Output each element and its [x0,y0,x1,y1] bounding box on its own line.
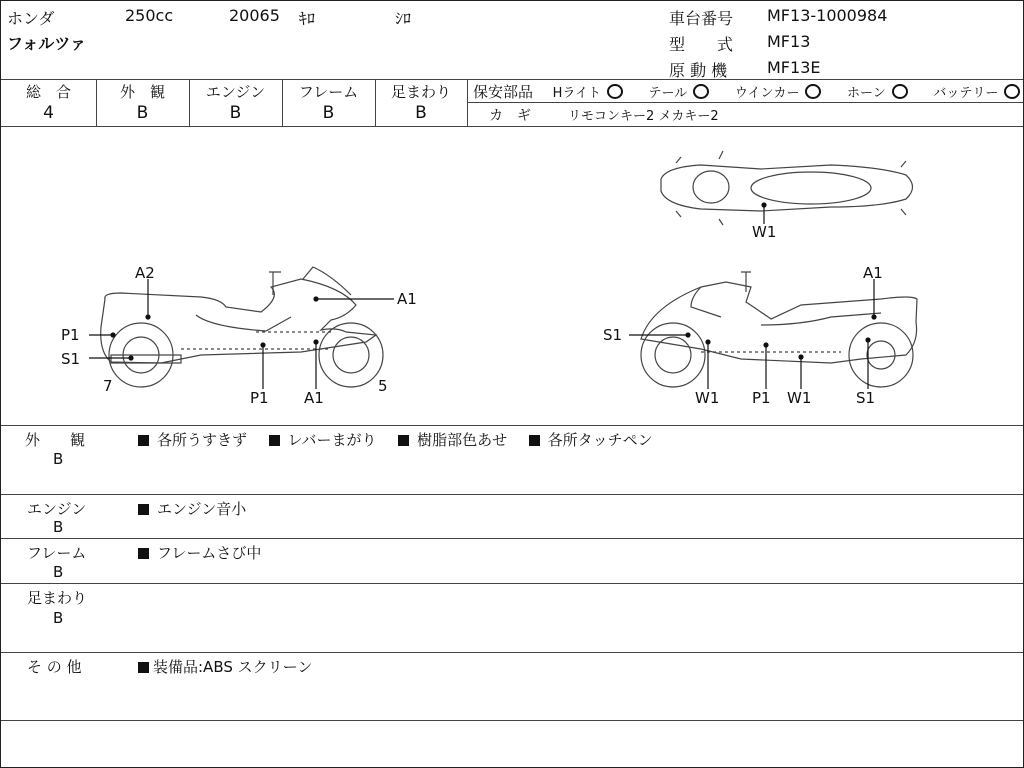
remark-title-engine: エンジン [27,500,87,518]
bullet-square-icon [529,435,540,446]
divider [1,720,1023,721]
remark-grade-suspension: B [53,609,64,627]
diagram-label: P1 [61,326,80,344]
note-item: 樹脂部色あせ [417,431,508,449]
remark-notes-exterior [138,429,653,450]
engine-model-label: 原 動 機 [669,61,728,80]
remark-title-exterior: 外 観 [25,431,86,449]
note-item: フレームさび中 [157,544,262,562]
note-item: 各所うすきず [157,431,248,449]
scooter-top-view-icon [661,151,913,225]
safety-item-battery: バッテリー [933,86,1020,101]
diagram-label: S1 [603,326,623,344]
note-item: レバーまがり [287,431,377,449]
divider [1,79,1023,80]
ok-circle-icon [693,84,709,99]
safety-parts-row [473,81,1020,102]
model-name: フォルツァ [7,34,87,53]
diagram-label: S1 [856,389,876,407]
diagram-label: S1 [61,350,81,368]
safety-item-headlight: Hライト [553,86,623,101]
divider [1,652,1023,653]
ok-circle-icon [607,84,623,99]
mileage-unit: ｷﾛ [299,9,316,28]
diagram-label: A1 [304,389,324,407]
diagram-label: A2 [135,264,155,282]
remark-grade-exterior: B [53,450,64,468]
safety-label: 保安部品 [473,83,534,101]
bullet-square-icon [138,504,149,515]
divider [467,102,1023,103]
diagram-label: W1 [787,389,812,407]
remark-title-other: そ の 他 [27,658,82,676]
grade-exterior-value: B [136,103,149,123]
body-color: ｼﾛ [395,9,412,28]
bullet-square-icon [269,435,280,446]
remark-title-frame: フレーム [27,544,87,562]
diagram-label: 7 [103,377,113,395]
remark-notes-frame [138,542,261,563]
grade-frame-value: B [322,103,335,123]
type-value: MF13 [767,32,811,51]
remark-title-suspension: 足まわり [27,589,88,607]
frame-no: MF13-1000984 [767,6,888,25]
grade-engine-value: B [229,103,242,123]
ok-circle-icon [805,84,821,99]
remark-grade-engine: B [53,518,64,536]
type-label: 型 式 [669,35,734,54]
divider [1,494,1023,495]
note-item: エンジン音小 [157,500,247,518]
grade-engine-label: エンジン [205,83,266,101]
grade-frame-label: フレーム [298,83,359,101]
divider [1,538,1023,539]
diagram-label: P1 [250,389,269,407]
maker: ホンダ [7,9,55,28]
divider [1,425,1023,426]
bullet-square-icon [138,662,149,673]
divider [1,583,1023,584]
displacement: 250cc [125,6,174,25]
key-label: カ ギ [489,108,531,124]
safety-item-winker: ウインカー [735,86,822,101]
note-item: 装備品:ABS スクリーン [153,658,313,676]
bullet-square-icon [398,435,409,446]
scooter-left-side-icon [101,267,383,387]
scooter-right-side-icon [641,272,917,387]
ok-circle-icon [1004,84,1020,99]
diagram-label: 5 [378,377,388,395]
ok-circle-icon [892,84,908,99]
note-item: 各所タッチペン [547,431,653,449]
diagram-label: W1 [695,389,720,407]
safety-item-tail: テール [649,86,710,101]
remark-notes-other [138,656,312,677]
frame-no-label: 車台番号 [669,9,734,28]
remark-notes-engine [138,498,246,519]
grade-suspension-value: B [415,103,427,123]
grade-exterior-label: 外 観 [119,83,165,101]
bullet-square-icon [138,435,149,446]
engine-model-value: MF13E [767,58,821,77]
key-value: リモコンキー2 メカキー2 [568,109,719,124]
diagram-label: P1 [752,389,771,407]
remark-grade-frame: B [53,563,64,581]
diagram-label: A1 [397,290,417,308]
grade-overall-value: 4 [43,103,54,123]
mileage: 20065 [229,6,280,25]
diagram-label: A1 [863,264,883,282]
grade-overall-label: 総 合 [25,83,71,101]
bullet-square-icon [138,548,149,559]
diagram-label: W1 [752,223,777,241]
grade-suspension-label: 足まわり [390,83,451,101]
safety-item-horn: ホーン [847,86,908,101]
damage-diagram [1,127,1023,425]
